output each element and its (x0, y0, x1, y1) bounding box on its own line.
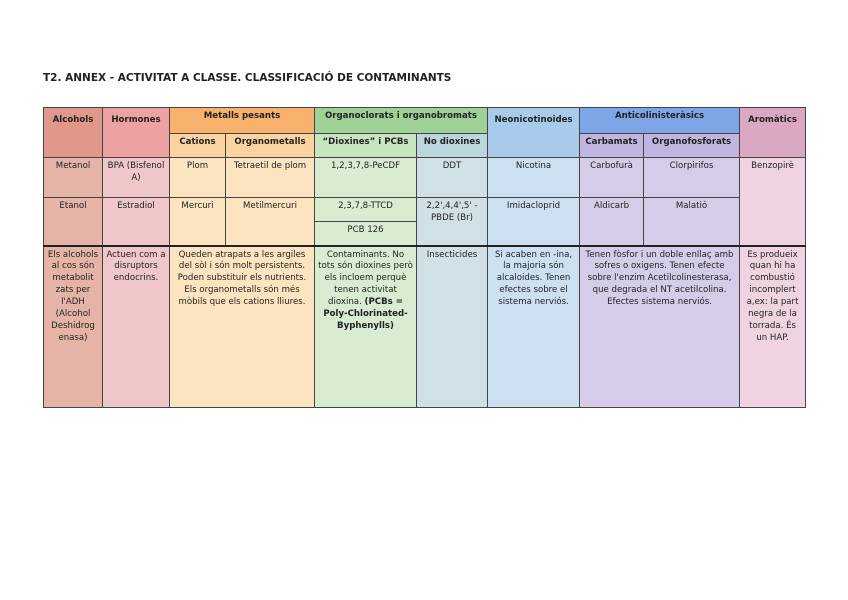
description-no-dioxines: Insecticides (417, 246, 488, 408)
cell-pecdf: 1,2,3,7,8-PeCDF (315, 158, 417, 198)
cell-mercuri: Mercuri (170, 198, 226, 246)
cell-aldicarb: Aldicarb (580, 198, 644, 246)
description-neonicotinoides: Si acaben en -ina, la majoria són alcaloides. Tenen efectes sobre el sistema nerviós. (488, 246, 580, 408)
cell-ddt: DDT (417, 158, 488, 198)
cell-pcb-126: PCB 126 (315, 222, 417, 246)
description-hormones: Actuen com a disruptors endocrins. (103, 246, 170, 408)
header-hormones: Hormones (103, 108, 170, 158)
header-aromatics: Aromàtics (740, 108, 806, 158)
description-alcohols: Els alcohols al cos són metabolit zats per l'ADH (Alcohol Deshidrog enasa) (44, 246, 103, 408)
cell-benzopire: Benzopirè (740, 158, 806, 246)
cell-etanol: Etanol (44, 198, 103, 246)
cell-tetraetil-de-plom: Tetraetil de plom (226, 158, 315, 198)
description-aromatics: Es produeix quan hi ha combustió incomplert a,ex: la part negra de la torrada. És un HAP. (740, 246, 806, 408)
subheader-cations: Cations (170, 134, 226, 158)
description-pcbs-definition: (PCBs = Poly-Chlorinated-Byphenylls) (323, 296, 408, 331)
cell-bpa: BPA (Bisfenol A) (103, 158, 170, 198)
description-metalls: Queden atrapats a les argiles del sòl i són molt persistents. Poden substituir els nutrients. Els organometalls són més mòbils que els cations lliures. (170, 246, 315, 408)
cell-metanol: Metanol (44, 158, 103, 198)
cell-pbde: 2,2',4,4',5' -PBDE (Br) (417, 198, 488, 246)
page-title: T2. ANNEX - ACTIVITAT A CLASSE. CLASSIFICACIÓ DE CONTAMINANTS (43, 72, 452, 84)
cell-estradiol: Estradiol (103, 198, 170, 246)
header-organoclorats: Organoclorats i organobromats (315, 108, 488, 134)
cell-clorpirifos: Clorpirifos (644, 158, 740, 198)
cell-nicotina: Nicotina (488, 158, 580, 198)
header-anticolinesterasics: Anticolinisteràsics (580, 108, 740, 134)
subheader-organofosforats: Organofosforats (644, 134, 740, 158)
cell-metilmercuri: Metilmercuri (226, 198, 315, 246)
classification-table (43, 107, 806, 408)
cell-imidacloprid: Imidacloprid (488, 198, 580, 246)
cell-malatio: Malatió (644, 198, 740, 246)
header-metalls-pesants: Metalls pesants (170, 108, 315, 134)
header-neonicotinoides: Neonicotinoides (488, 108, 580, 158)
subheader-dioxines-pcbs: “Dioxines” i PCBs (315, 134, 417, 158)
description-anticolinesterasics: Tenen fòsfor i un doble enllaç amb sofres o oxigens. Tenen efecte sobre l'enzim Acetilcolinesterasa, que degrada el NT acetilcolina. Efectes sistema nerviós. (580, 246, 740, 408)
header-alcohols: Alcohols (44, 108, 103, 158)
subheader-no-dioxines: No dioxines (417, 134, 488, 158)
subheader-organometalls: Organometalls (226, 134, 315, 158)
cell-plom: Plom (170, 158, 226, 198)
cell-ttcd: 2,3,7,8-TTCD (315, 198, 417, 222)
description-dioxines (315, 246, 417, 408)
description-dioxines-text: Contaminants. No tots són dioxines però els incloem perquè tenen activitat dioxina. (318, 249, 413, 307)
cell-carbofura: Carbofurà (580, 158, 644, 198)
subheader-carbamats: Carbamats (580, 134, 644, 158)
